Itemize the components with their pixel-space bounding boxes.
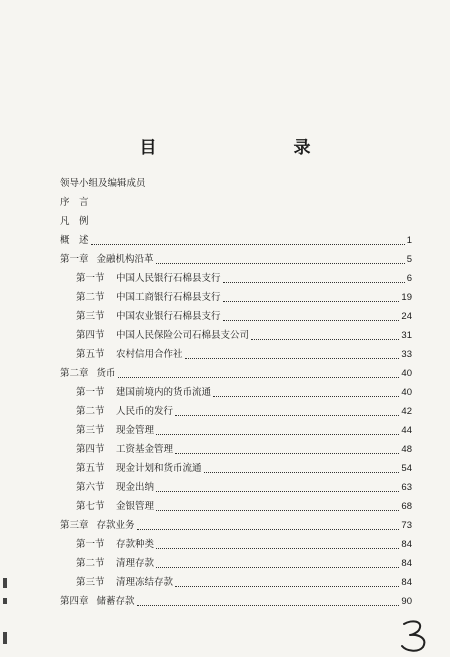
toc-section-title: 中国工商银行石棉县支行 bbox=[116, 292, 221, 303]
toc-section-number: 第五节 bbox=[76, 349, 105, 360]
toc-section-title: 清理冻结存款 bbox=[116, 577, 174, 588]
toc-section-title: 人民币的发行 bbox=[116, 406, 174, 417]
toc-page-number: 40 bbox=[401, 387, 412, 398]
toc-section[interactable] bbox=[76, 310, 412, 324]
leader-dots bbox=[156, 548, 399, 549]
toc-section-title: 现金计划和货币流通 bbox=[116, 463, 202, 474]
toc-section[interactable] bbox=[76, 557, 412, 571]
handwritten-page-number bbox=[398, 618, 432, 654]
toc-chapter-number: 第一章 bbox=[60, 254, 89, 265]
toc-section-number: 第四节 bbox=[76, 330, 105, 341]
toc-section-number: 第三节 bbox=[76, 425, 105, 436]
toc-page-number: 19 bbox=[401, 292, 412, 303]
leader-dots bbox=[185, 358, 400, 359]
toc-section-title: 农村信用合作社 bbox=[116, 349, 183, 360]
leader-dots bbox=[223, 301, 400, 302]
toc-page-number: 84 bbox=[401, 539, 412, 550]
toc-section-number: 第六节 bbox=[76, 482, 105, 493]
toc-page-number: 90 bbox=[401, 596, 412, 607]
toc-front-item[interactable] bbox=[60, 234, 412, 248]
leader-dots bbox=[156, 491, 399, 492]
toc-section-number: 第二节 bbox=[76, 406, 105, 417]
toc-front-item[interactable] bbox=[60, 196, 412, 210]
toc-page-number: 31 bbox=[401, 330, 412, 341]
toc-section[interactable] bbox=[76, 424, 412, 438]
toc-section-number: 第一节 bbox=[76, 273, 105, 284]
leader-dots bbox=[223, 282, 405, 283]
toc-section-number: 第七节 bbox=[76, 501, 105, 512]
toc-section-title: 中国人民银行石棉县支行 bbox=[116, 273, 221, 284]
toc-page-number: 1 bbox=[406, 235, 412, 246]
toc-front-item[interactable] bbox=[60, 177, 412, 191]
toc-page-number: 68 bbox=[401, 501, 412, 512]
toc-page-number: 84 bbox=[401, 577, 412, 588]
toc-section-title: 清理存款 bbox=[116, 558, 155, 569]
toc-section-number: 第三节 bbox=[76, 311, 105, 322]
leader-dots bbox=[175, 415, 399, 416]
toc-section[interactable] bbox=[76, 291, 412, 305]
toc-page-number: 24 bbox=[401, 311, 412, 322]
leader-dots bbox=[91, 244, 405, 245]
leader-dots bbox=[204, 472, 400, 473]
toc-section-title: 中国农业银行石棉县支行 bbox=[116, 311, 221, 322]
toc-section-title: 现金出纳 bbox=[116, 482, 155, 493]
toc-chapter-title: 金融机构沿革 bbox=[96, 254, 154, 265]
leader-dots bbox=[118, 377, 400, 378]
toc-section-title: 中国人民保险公司石棉县支公司 bbox=[116, 330, 250, 341]
toc-chapter-title: 存款业务 bbox=[96, 520, 135, 531]
toc-front-label: 序 言 bbox=[60, 197, 89, 208]
toc-section-number: 第二节 bbox=[76, 558, 105, 569]
toc-page-number: 40 bbox=[401, 368, 412, 379]
toc-section-title: 现金管理 bbox=[116, 425, 155, 436]
toc-page-number: 33 bbox=[401, 349, 412, 360]
page-title: 目 录 bbox=[139, 138, 371, 158]
toc-section[interactable] bbox=[76, 481, 412, 495]
leader-dots bbox=[223, 320, 400, 321]
leader-dots bbox=[137, 529, 400, 530]
toc-section-number: 第五节 bbox=[76, 463, 105, 474]
toc-page-number: 48 bbox=[401, 444, 412, 455]
toc-chapter[interactable] bbox=[60, 367, 412, 381]
toc-section[interactable] bbox=[76, 576, 412, 590]
leader-dots bbox=[156, 510, 399, 511]
toc-section[interactable] bbox=[76, 329, 412, 343]
toc-section-title: 存款种类 bbox=[116, 539, 155, 550]
toc-page-number: 73 bbox=[401, 520, 412, 531]
toc-chapter-number: 第三章 bbox=[60, 520, 89, 531]
toc-page-number: 63 bbox=[401, 482, 412, 493]
toc-page-number: 54 bbox=[401, 463, 412, 474]
leader-dots bbox=[175, 586, 399, 587]
toc-page-number: 6 bbox=[406, 273, 412, 284]
toc-chapter[interactable] bbox=[60, 519, 412, 533]
toc-section-number: 第一节 bbox=[76, 387, 105, 398]
toc-chapter-number: 第二章 bbox=[60, 368, 89, 379]
leader-dots bbox=[137, 605, 400, 606]
toc-section-number: 第一节 bbox=[76, 539, 105, 550]
scan-edge-mark bbox=[3, 632, 7, 644]
toc-section[interactable] bbox=[76, 462, 412, 476]
toc-chapter[interactable] bbox=[60, 253, 412, 267]
toc-front-label: 概 述 bbox=[60, 235, 89, 246]
toc-page-number: 5 bbox=[406, 254, 412, 265]
toc-chapter-number: 第四章 bbox=[60, 596, 89, 607]
toc-front-item[interactable] bbox=[60, 215, 412, 229]
leader-dots bbox=[156, 434, 399, 435]
toc-section-number: 第四节 bbox=[76, 444, 105, 455]
toc-section-number: 第二节 bbox=[76, 292, 105, 303]
leader-dots bbox=[156, 567, 399, 568]
toc-section[interactable] bbox=[76, 538, 412, 552]
leader-dots bbox=[175, 453, 399, 454]
toc-chapter-title: 货币 bbox=[96, 368, 116, 379]
toc-section[interactable] bbox=[76, 500, 412, 514]
toc-section-number: 第三节 bbox=[76, 577, 105, 588]
toc-section-title: 工资基金管理 bbox=[116, 444, 174, 455]
toc-section-title: 建国前境内的货币流通 bbox=[116, 387, 212, 398]
toc-front-label: 领导小组及编辑成员 bbox=[60, 178, 146, 189]
leader-dots bbox=[156, 263, 405, 264]
toc-section[interactable] bbox=[76, 386, 412, 400]
toc-section[interactable] bbox=[76, 405, 412, 419]
leader-dots bbox=[251, 339, 399, 340]
toc-front-label: 凡 例 bbox=[60, 216, 89, 227]
toc-page-number: 44 bbox=[401, 425, 412, 436]
leader-dots bbox=[213, 396, 399, 397]
scan-edge-mark bbox=[3, 598, 7, 604]
toc-section-title: 金银管理 bbox=[116, 501, 155, 512]
toc-page-number: 42 bbox=[401, 406, 412, 417]
toc-chapter-title: 储蓄存款 bbox=[96, 596, 135, 607]
toc-section[interactable] bbox=[76, 443, 412, 457]
scan-edge-mark bbox=[3, 578, 7, 588]
toc-chapter[interactable] bbox=[60, 595, 412, 609]
toc-section[interactable] bbox=[76, 348, 412, 362]
toc-page-number: 84 bbox=[401, 558, 412, 569]
toc-section[interactable] bbox=[76, 272, 412, 286]
